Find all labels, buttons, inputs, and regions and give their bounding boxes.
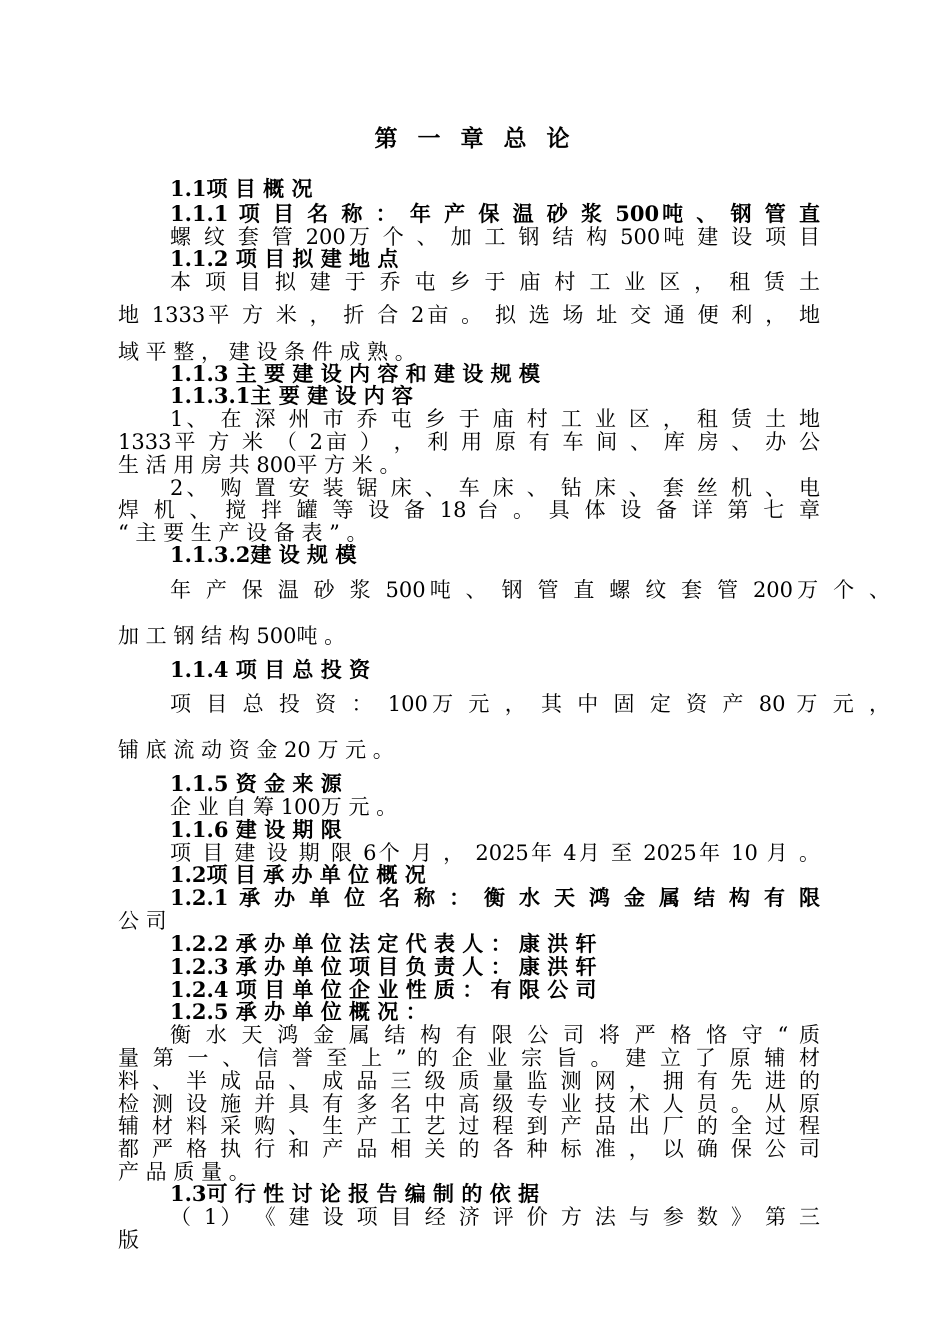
- heading-1-2-5: 1.2.5 承 办 单 位 概 况 ：: [170, 999, 427, 1024]
- heading-1-1-2: 1.1.2 项 目 拟 建 地 点: [170, 246, 399, 271]
- legal-rep-line: 1.2.2 承 办 单 位 法 定 代 表 人 ： 康 洪 轩: [170, 931, 597, 956]
- project-name-line: 1.1.1 项 目 名 称 ： 年 产 保 温 砂 浆 500吨 、 钢 管 直: [170, 201, 820, 226]
- heading-1-3: 1.3可 行 性 讨 论 报 告 编 制 的 依 据: [170, 1181, 539, 1206]
- basis-line: （ 1） 《 建 设 项 目 经 济 评 价 方 法 与 参 数 》 第 三: [170, 1205, 820, 1229]
- chapter-title: 第 一 章 总 论: [374, 125, 576, 152]
- heading-1-1: 1.1项 目 概 况: [170, 176, 313, 201]
- scale-paragraph-line: 年 产 保 温 砂 浆 500吨 、 钢 管 直 螺 纹 套 管 200万 个 、: [170, 578, 890, 602]
- org-name-line-cont: 公 司: [118, 909, 167, 933]
- org-name-line: 1.2.1 承 办 单 位 名 称 ： 衡 水 天 鸿 金 属 结 构 有 限: [170, 885, 820, 910]
- content-item-line: 2、 购 置 安 装 锯 床 、 车 床 、 钻 床 、 套 丝 机 、 电: [170, 476, 820, 500]
- scale-paragraph-line: 加 工 钢 结 构 500吨 。: [118, 624, 346, 648]
- overview-paragraph-line: 辅 材 料 采 购 、 生 产 工 艺 过 程 到 产 品 出 厂 的 全 过 程: [118, 1114, 820, 1138]
- heading-1-1-6: 1.1.6 建 设 期 限: [170, 817, 342, 842]
- overview-paragraph-line: 检 测 设 施 并 具 有 多 名 中 高 级 专 业 技 术 人 员 。 从 原: [118, 1092, 820, 1116]
- heading-1-2: 1.2项 目 承 办 单 位 概 况: [170, 862, 426, 887]
- content-item-line: 焊 机 、 搅 拌 罐 等 设 备 18 台 。 具 体 设 备 详 第 七 章: [118, 498, 820, 522]
- investment-paragraph-line: 项 目 总 投 资 ： 100万 元 ， 其 中 固 定 资 产 80 万 元 ，: [170, 692, 890, 716]
- content-item-line: 生 活 用 房 共 800平 方 米 。: [118, 453, 401, 477]
- enterprise-type-line: 1.2.4 项 目 单 位 企 业 性 质 ： 有 限 公 司: [170, 977, 597, 1002]
- funding-line: 企 业 自 筹 100万 元 。: [170, 795, 398, 819]
- basis-line-cont: 版: [118, 1228, 139, 1252]
- project-name-line-cont: 螺 纹 套 管 200万 个 、 加 工 钢 结 构 500吨 建 设 项 目: [170, 225, 820, 249]
- site-paragraph-line: 本 项 目 拟 建 于 乔 屯 乡 于 庙 村 工 业 区 ， 租 赁 土: [170, 270, 820, 294]
- overview-paragraph-line: 衡 水 天 鸿 金 属 结 构 有 限 公 司 将 严 格 恪 守 “ 质: [170, 1023, 820, 1047]
- heading-1-1-3: 1.1.3 主 要 建 设 内 容 和 建 设 规 模: [170, 361, 540, 386]
- period-line: 项 目 建 设 期 限 6个 月 ， 2025年 4月 至 2025年 10 月 。: [170, 841, 820, 865]
- heading-1-1-5: 1.1.5 资 金 来 源: [170, 771, 342, 796]
- heading-1-1-3-2: 1.1.3.2建 设 规 模: [170, 542, 357, 567]
- content-item-line: 1333平 方 米 （ 2亩 ） ， 利 用 原 有 车 间 、 库 房 、 办 公: [118, 430, 820, 454]
- investment-paragraph-line: 铺 底 流 动 资 金 20 万 元 。: [118, 738, 394, 762]
- heading-1-1-4: 1.1.4 项 目 总 投 资: [170, 657, 371, 682]
- site-paragraph-line: 地 1333平 方 米 ， 折 合 2亩 。 拟 选 场 址 交 通 便 利 ， 地: [118, 303, 820, 327]
- content-item-line: “ 主 要 生 产 设 备 表 ” 。: [118, 521, 368, 545]
- heading-1-1-3-1: 1.1.3.1主 要 建 设 内 容: [170, 383, 413, 408]
- overview-paragraph-line: 料 、 半 成 品 、 成 品 三 级 质 量 监 测 网 ， 拥 有 先 进 的: [118, 1069, 820, 1093]
- overview-paragraph-line: 量 第 一 、 信 誉 至 上 ” 的 企 业 宗 旨 。 建 立 了 原 辅 材: [118, 1046, 820, 1070]
- project-lead-line: 1.2.3 承 办 单 位 项 目 负 责 人 ： 康 洪 轩: [170, 954, 597, 979]
- site-paragraph-line: 域 平 整 ， 建 设 条 件 成 熟 。: [118, 340, 416, 364]
- content-item-line: 1、 在 深 州 市 乔 屯 乡 于 庙 村 工 业 区 ， 租 赁 土 地: [170, 407, 820, 431]
- overview-paragraph-line: 都 严 格 执 行 和 产 品 相 关 的 各 种 标 准 ， 以 确 保 公 司: [118, 1137, 820, 1161]
- overview-paragraph-line: 产 品 质 量 。: [118, 1160, 250, 1184]
